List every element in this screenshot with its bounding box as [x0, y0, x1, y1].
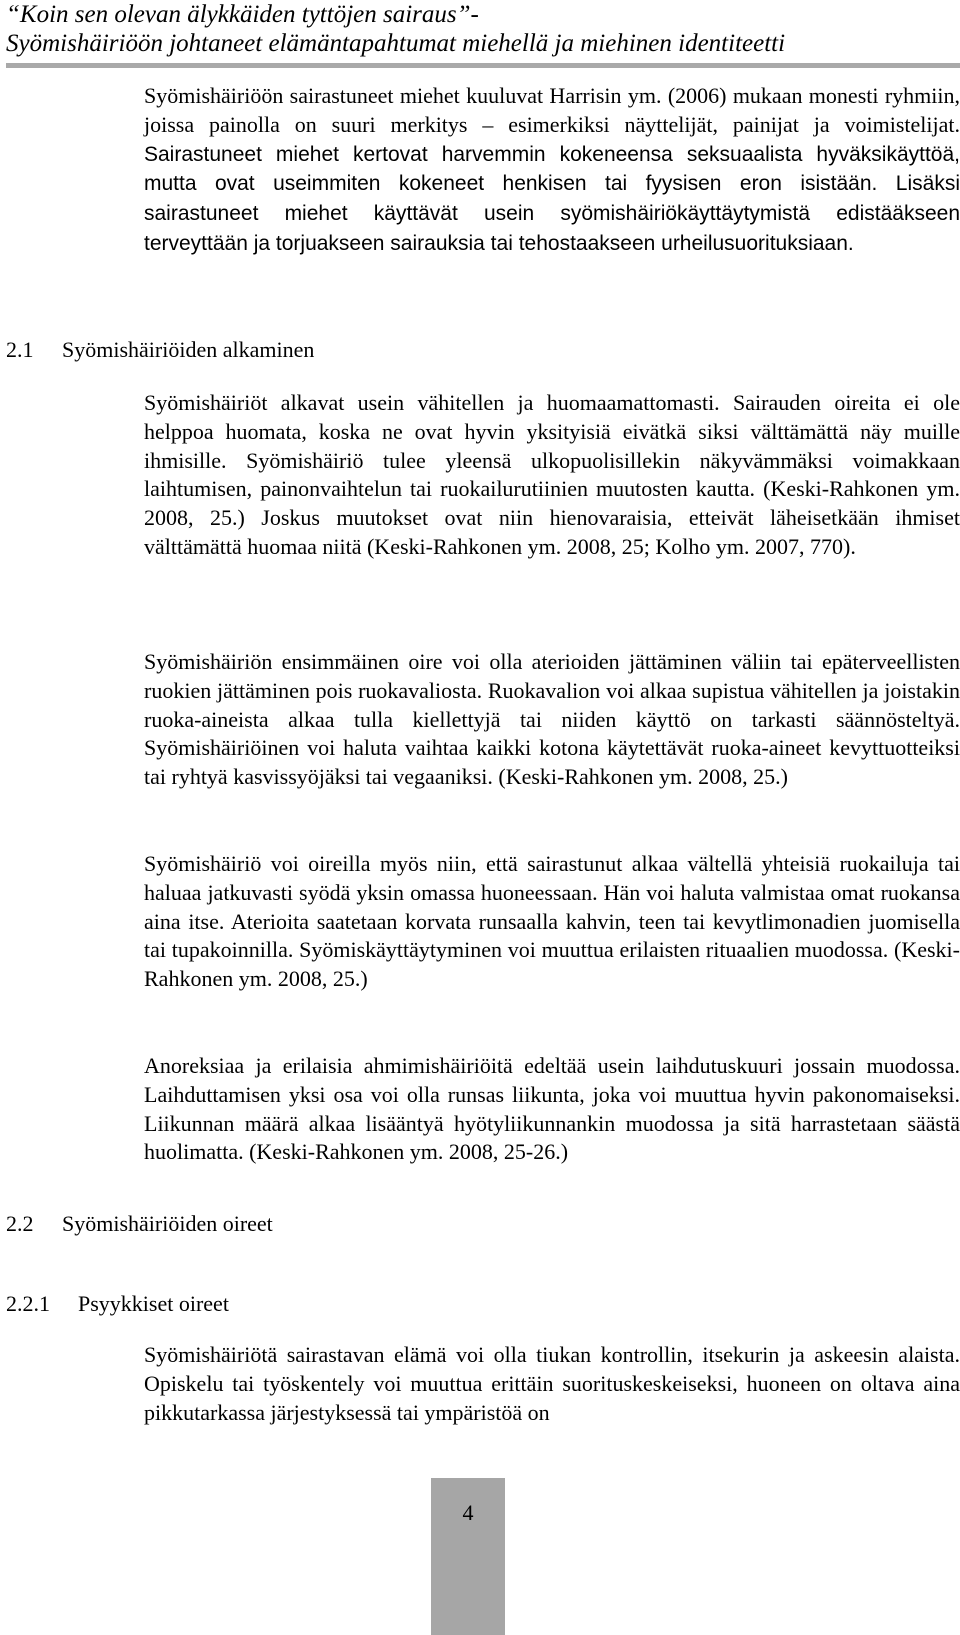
running-header [6, 0, 960, 59]
heading-2-2-1-number: 2.2.1 [6, 1291, 50, 1316]
page-number: 4 [462, 1500, 474, 1525]
paragraph-first-symptom: Syömishäiriön ensimmäinen oire voi olla aterioiden jättäminen väliin tai epäterveellisten ruokien jättäminen pois ruokavaliosta. Ruokavalion voi alkaa supistua vähitellen ja joistakin ruoka-aineista alkaa tulla kiellettyjä tai niiden käyttö on tarkasti säännösteltyä. Syömishäiriöinen voi haluta vaihtaa kaikki kotona käytettävät ruoka-aineet kevyttuotteiksi tai ryhtyä kasvissyöjäksi tai vegaaniksi. (Keski-Rahkonen ym. 2008, 25.) [144, 649, 960, 790]
paragraph-intro-serif: Syömishäiriöön sairastuneet miehet kuuluvat Harrisin ym. (2006) mukaan monesti ryhmiin, joissa painolla on suuri merkitys – esimerkiksi näyttelijät, painijat ja voimistelijat. [144, 83, 960, 137]
header-subtitle: Syömishäiriöön johtaneet elämäntapahtumat miehellä ja miehinen identiteetti [6, 30, 786, 57]
header-title: “Koin sen olevan älykkäiden tyttöjen sairaus”- [6, 1, 479, 28]
heading-2-1-text: Syömishäiriöiden alkaminen [62, 337, 315, 362]
heading-2-2-text: Syömishäiriöiden oireet [62, 1211, 273, 1236]
heading-2-2 [6, 1210, 273, 1238]
paragraph-intro [144, 82, 960, 259]
header-divider [6, 63, 960, 68]
heading-2-2-1 [6, 1290, 229, 1318]
paragraph-dieting: Anoreksiaa ja erilaisia ahmimishäiriöitä edeltää usein laihdutuskuuri jossain muodossa. Laihduttamisen yksi osa voi olla runsas liikunta, joka voi muuttua hyvin pakonomaiseksi. Liikunnan määrä alkaa lisääntyä hyötyliikunnankin muodossa ja sitä harrastetaan säästä huolimatta. (Keski-Rahkonen ym. 2008, 25-26.) [144, 1053, 960, 1165]
heading-2-1-number: 2.1 [6, 337, 34, 362]
page-number-tab [431, 1478, 505, 1635]
paragraph-intro-sans: Sairastuneet miehet kertovat harvemmin kokeneensa seksuaalista hyväksikäyttöä, mutta ovat useimmiten kokeneet henkisen tai fyysisen eron isistään. Lisäksi sairastuneet miehet käyttävät usein syömishäiriökäyttäytymistä edistääkseen terveyttään ja torjuakseen sairauksia tai tehostaakseen urheilusuorituksiaan. [144, 142, 960, 255]
paragraph-psychological: Syömishäiriötä sairastavan elämä voi olla tiukan kontrollin, itsekurin ja askeesin alaista. Opiskelu tai työskentely voi muuttua erittäin suorituskeskeiseksi, huoneen on oltava aina pikkutarkassa järjestyksessä tai ympäristöä on [144, 1342, 960, 1425]
paragraph-onset: Syömishäiriöt alkavat usein vähitellen ja huomaamattomasti. Sairauden oireita ei ole helppoa huomata, koska ne ovat hyvin yksityisiä eivätkä siksi välttämättä näy muille ihmisille. Syömishäiriö tulee yleensä ulkopuolisillekin näkyvämmäksi voimakkaan laihtumisen, painonvaihtelun tai ruokailurutiinien muutosten kautta. (Keski-Rahkonen ym. 2008, 25.) Joskus muutokset ovat niin hienovaraisia, etteivät läheisetkään ihmiset välttämättä huomaa niitä (Keski-Rahkonen ym. 2008, 25; Kolho ym. 2007, 770). [144, 390, 960, 559]
paragraph-avoidance: Syömishäiriö voi oireilla myös niin, että sairastunut alkaa vältellä yhteisiä ruokailuja tai haluaa jatkuvasti syödä yksin omassa huoneessaan. Hän voi haluta valmistaa omat ruokansa aina itse. Aterioita saatetaan korvata runsaalla kahvin, teen tai kevytlimonadien juomisella tai tupakoinnilla. Syömiskäyttäytyminen voi muuttua erilaisten rituaalien muodossa. (Keski-Rahkonen ym. 2008, 25.) [144, 851, 960, 992]
heading-2-1 [6, 336, 314, 364]
heading-2-2-1-text: Psyykkiset oireet [78, 1291, 229, 1316]
heading-2-2-number: 2.2 [6, 1211, 34, 1236]
